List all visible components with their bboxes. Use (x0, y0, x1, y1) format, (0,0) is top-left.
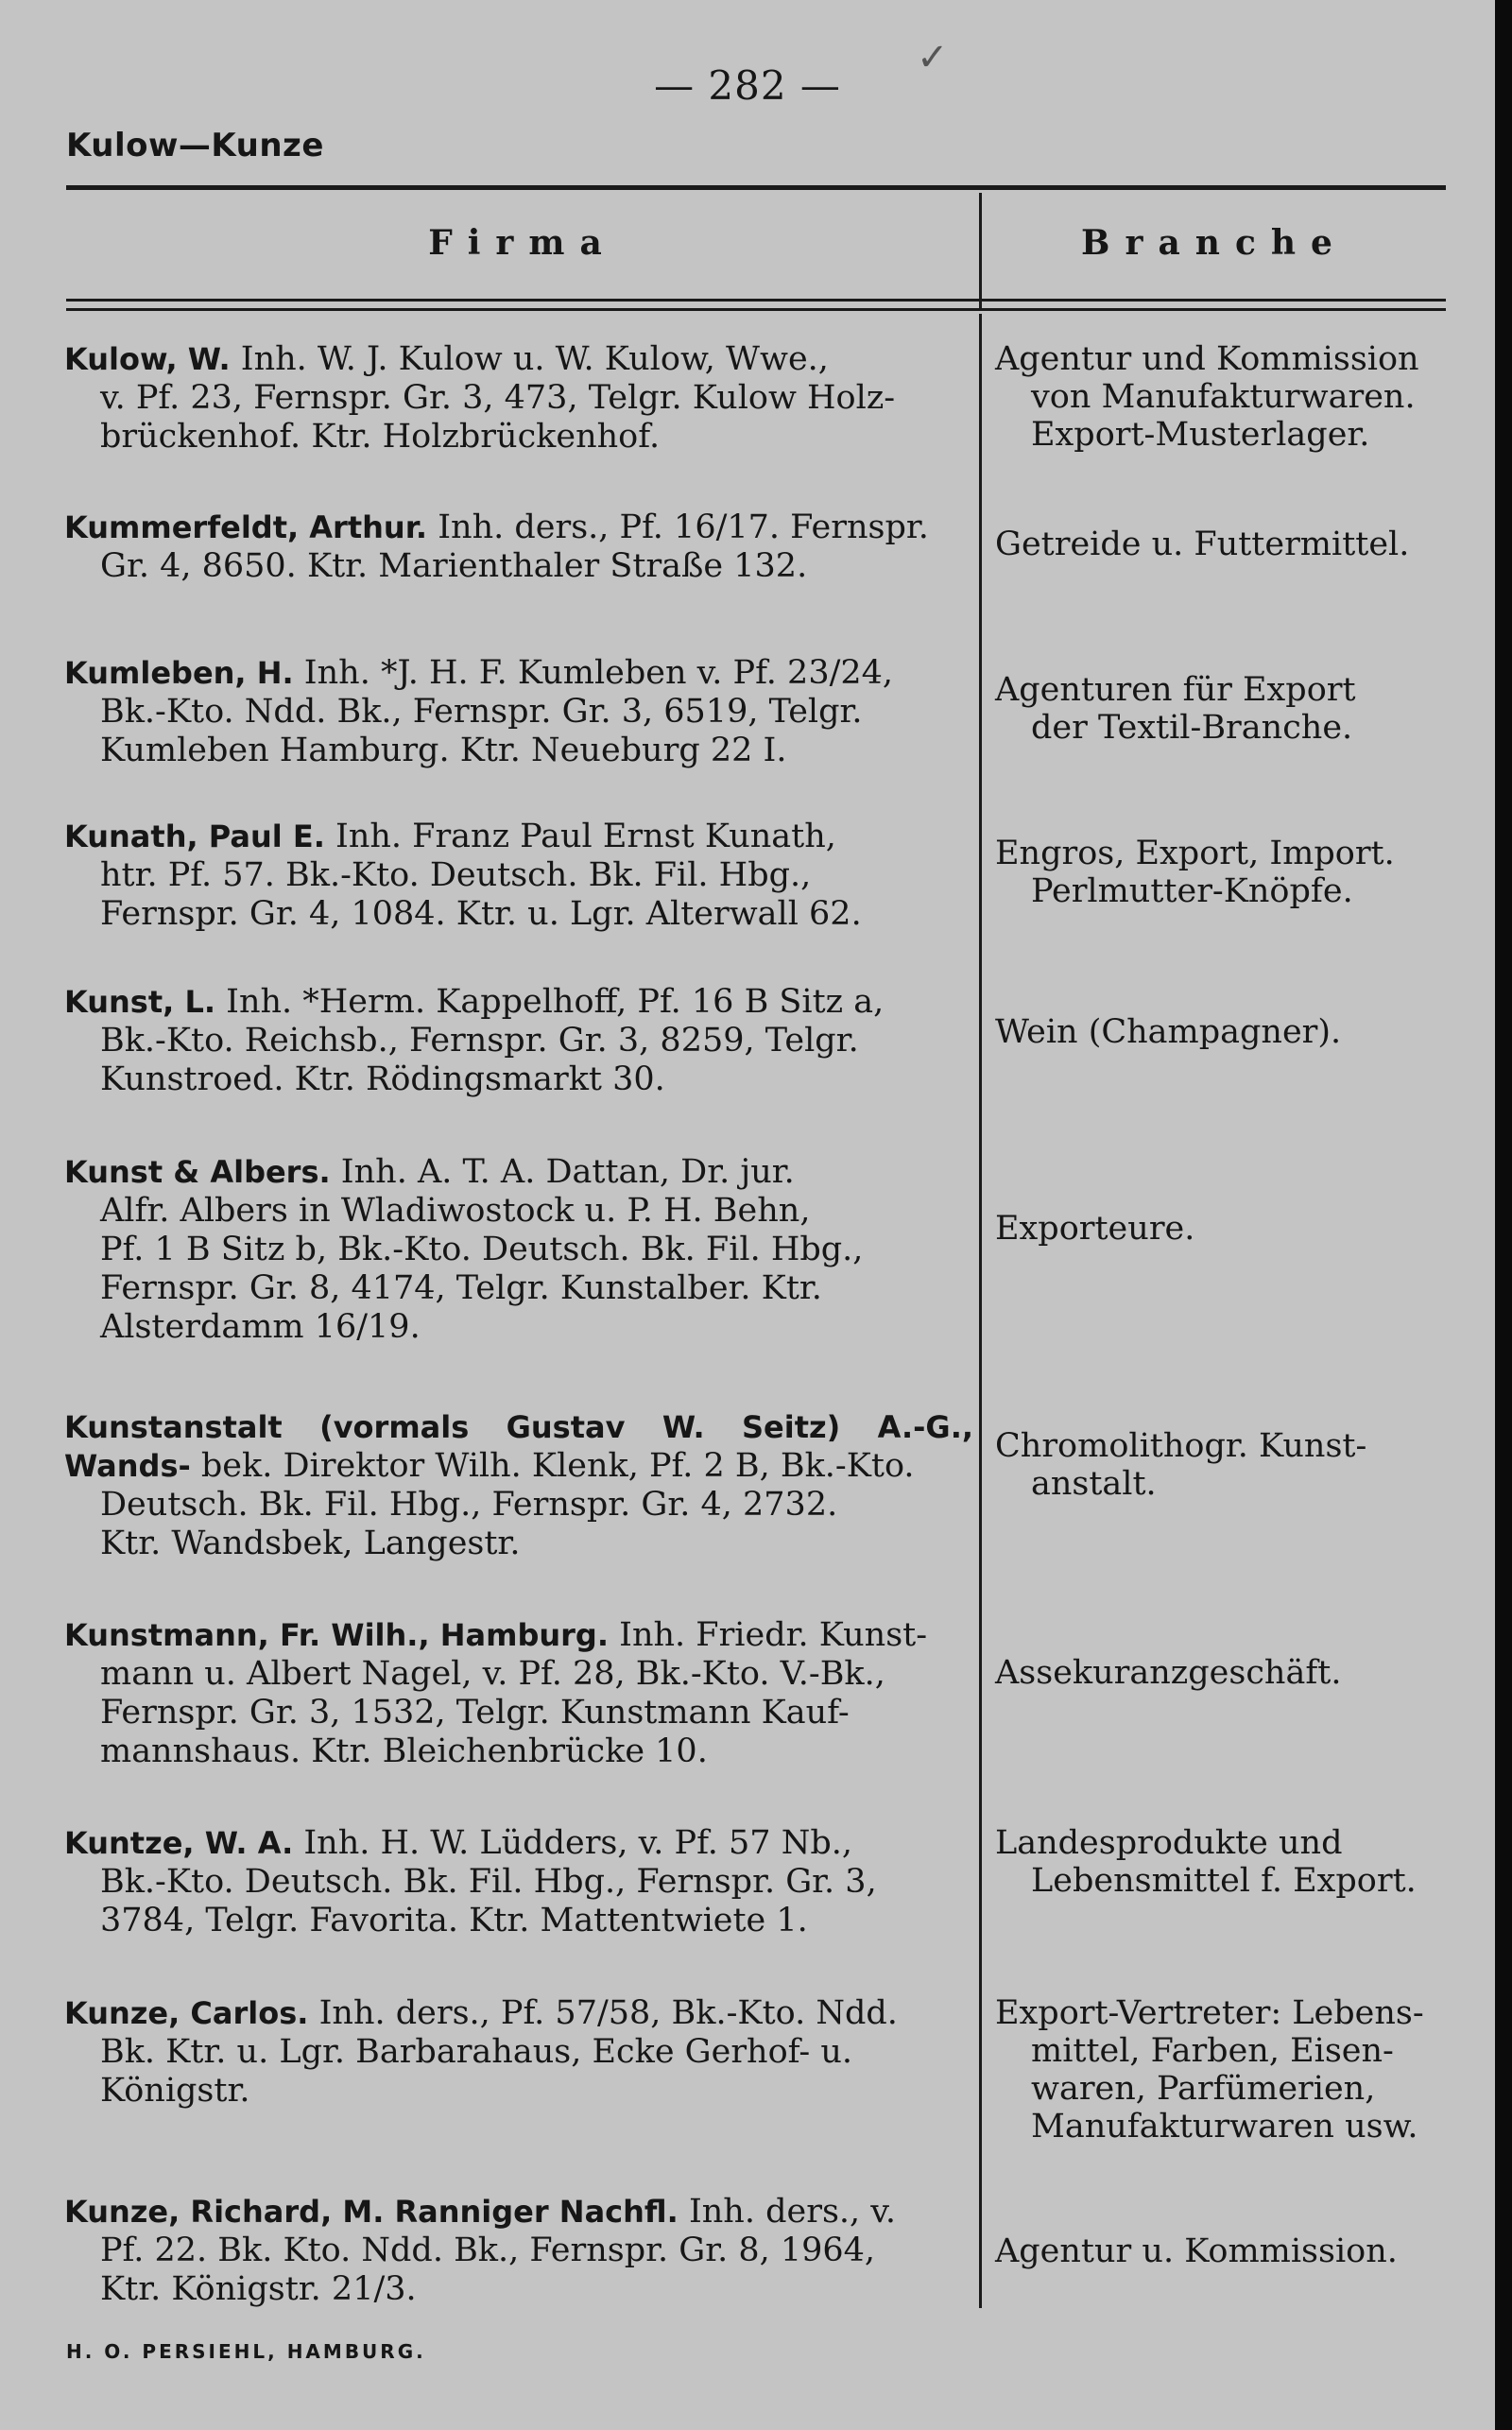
entry-name: Kunze, Carlos. (64, 1995, 309, 2031)
entry-branche (995, 1427, 1453, 1503)
entry-firma (64, 1824, 973, 1940)
entry-detail-line: bek. Direktor Wilh. Klenk, Pf. 2 B, Bk.-Kto. (200, 1447, 915, 1485)
entry-detail-line: v. Pf. 23, Fernspr. Gr. 3, 473, Telgr. Kulow Holz- (100, 379, 896, 417)
running-head: Kulow—Kunze (66, 127, 324, 164)
column-divider-header (979, 193, 982, 308)
entry-detail-line: Fernspr. Gr. 8, 4174, Telgr. Kunstalber. Ktr. (100, 1269, 822, 1307)
branche-line: anstalt. (1031, 1465, 1157, 1503)
entry-name: Kunath, Paul E. (64, 819, 325, 854)
entry-detail-line: htr. Pf. 57. Bk.-Kto. Deutsch. Bk. Fil. Hbg., (100, 856, 812, 894)
entry-detail-line: Alfr. Albers in Wladiwostock u. P. H. Behn, (100, 1192, 811, 1230)
column-divider (979, 314, 982, 2308)
entry-detail-line: Kunstroed. Ktr. Rödingsmarkt 30. (100, 1060, 665, 1098)
entry-detail-line: Bk.-Kto. Ndd. Bk., Fernspr. Gr. 3, 6519, Telgr. (100, 693, 863, 731)
entry-detail-line: Inh. Franz Paul Ernst Kunath, (335, 818, 836, 855)
entry-detail-line: Ktr. Königstr. 21/3. (100, 2270, 417, 2308)
branche-line: Getreide u. Futtermittel. (995, 526, 1410, 563)
entry-detail-line: Fernspr. Gr. 3, 1532, Telgr. Kunstmann Kauf- (100, 1694, 850, 1732)
entry-name: Kunst & Albers. (64, 1154, 331, 1190)
entry-detail-line: Bk.-Kto. Deutsch. Bk. Fil. Hbg., Fernspr. Gr. 3, (100, 1863, 877, 1901)
entry-branche (995, 671, 1453, 747)
branche-line: Engros, Export, Import. (995, 835, 1395, 872)
entry-name: Kulow, W. (64, 341, 231, 377)
entry-detail-line: Pf. 1 B Sitz b, Bk.-Kto. Deutsch. Bk. Fil. Hbg., (100, 1231, 864, 1268)
entry-firma (64, 1616, 973, 1771)
entry-detail-line: Inh. W. J. Kulow u. W. Kulow, Wwe., (240, 340, 829, 378)
entry-firma (64, 1408, 973, 1563)
entry-detail-line: Inh. H. W. Lüdders, v. Pf. 57 Nb., (303, 1824, 852, 1862)
entry-branche (995, 526, 1453, 563)
page-number: — 282 — (654, 62, 841, 109)
entry-branche (995, 340, 1453, 454)
branche-line: Lebensmittel f. Export. (1031, 1862, 1417, 1900)
branche-line: Export-Vertreter: Lebens- (995, 1994, 1424, 2032)
entry-detail-line: Inh. *Herm. Kappelhoff, Pf. 16 B Sitz a, (226, 983, 885, 1021)
margin-mark: ✓ (917, 36, 949, 79)
entry-detail-line: Inh. ders., Pf. 16/17. Fernspr. (438, 508, 929, 546)
top-rule (66, 185, 1446, 190)
entry-branche (995, 835, 1453, 910)
entry-name: Kumleben, H. (64, 655, 294, 691)
branche-line: mittel, Farben, Eisen- (1031, 2032, 1394, 2070)
entry-detail-line: Alsterdamm 16/19. (100, 1308, 421, 1346)
branche-line: Wein (Champagner). (995, 1013, 1342, 1051)
entry-detail-line: mann u. Albert Nagel, v. Pf. 28, Bk.-Kto. V.-Bk., (100, 1655, 885, 1693)
entry-detail-line: Königstr. (100, 2072, 250, 2110)
header-rule-lower (66, 308, 1446, 311)
entry-detail-line: mannshaus. Ktr. Bleichenbrücke 10. (100, 1732, 708, 1770)
entry-detail-line: Bk.-Kto. Reichsb., Fernspr. Gr. 3, 8259, Telgr. (100, 1022, 859, 1060)
entry-firma (64, 1994, 973, 2111)
branche-line: Exporteure. (995, 1210, 1195, 1248)
branche-line: der Textil-Branche. (1031, 709, 1353, 747)
entry-detail-line: 3784, Telgr. Favorita. Ktr. Mattentwiete 1. (100, 1902, 808, 1939)
entry-name: Kunstanstalt (vormals Gustav W. Seitz) A.-G., Wands- (64, 1409, 973, 1484)
entry-branche (995, 2232, 1453, 2270)
branche-line: Agentur und Kommission (995, 340, 1419, 378)
entry-branche (995, 1013, 1453, 1051)
entry-detail-line: Bk. Ktr. u. Lgr. Barbarahaus, Ecke Gerhof- u. (100, 2033, 852, 2071)
entry-firma (64, 340, 973, 457)
branche-line: von Manufakturwaren. (1031, 378, 1416, 416)
entry-branche (995, 1994, 1453, 2146)
branche-line: Agenturen für Export (995, 671, 1356, 709)
entry-firma (64, 654, 973, 770)
entry-name: Kuntze, W. A. (64, 1825, 294, 1861)
entry-detail-line: Kumleben Hamburg. Ktr. Neueburg 22 I. (100, 732, 787, 769)
printer-imprint: H. O. PERSIEHL, HAMBURG. (66, 2340, 426, 2363)
branche-line: Landesprodukte und (995, 1824, 1343, 1862)
branche-line: Perlmutter-Knöpfe. (1031, 872, 1353, 910)
entry-firma (64, 508, 973, 586)
entry-firma (64, 983, 973, 1099)
entry-detail-line: Gr. 4, 8650. Ktr. Marienthaler Straße 132. (100, 547, 808, 585)
column-header-branche: Branche (1081, 223, 1348, 263)
entry-firma (64, 1153, 973, 1347)
branche-line: Chromolithogr. Kunst- (995, 1427, 1367, 1465)
entry-branche (995, 1210, 1453, 1248)
entry-name: Kunstmann, Fr. Wilh., Hamburg. (64, 1617, 609, 1653)
entry-detail-line: Inh. Friedr. Kunst- (619, 1616, 928, 1654)
entry-name: Kunze, Richard, M. Ranniger Nachfl. (64, 2194, 679, 2230)
entry-branche (995, 1824, 1453, 1900)
entry-detail-line: Inh. *J. H. F. Kumleben v. Pf. 23/24, (303, 654, 894, 692)
entry-detail-line: Ktr. Wandsbek, Langestr. (100, 1525, 521, 1562)
entry-detail-line: Pf. 22. Bk. Kto. Ndd. Bk., Fernspr. Gr. 8, 1964, (100, 2232, 876, 2269)
column-header-firma: Firma (428, 223, 617, 263)
branche-line: Assekuranzgeschäft. (995, 1654, 1342, 1692)
entry-name: Kunst, L. (64, 984, 215, 1020)
branche-line: waren, Parfümerien, (1031, 2070, 1376, 2108)
branche-line: Manufakturwaren usw. (1031, 2108, 1418, 2146)
entry-detail-line: Fernspr. Gr. 4, 1084. Ktr. u. Lgr. Alterwall 62. (100, 895, 862, 933)
branche-line: Export-Musterlager. (1031, 416, 1370, 454)
entry-firma (64, 818, 973, 934)
entry-firma (64, 2193, 973, 2309)
entry-detail-line: Inh. ders., Pf. 57/58, Bk.-Kto. Ndd. (318, 1994, 898, 2032)
entry-detail-line: Inh. A. T. A. Dattan, Dr. jur. (340, 1153, 795, 1191)
entry-detail-line: brückenhof. Ktr. Holzbrückenhof. (100, 418, 661, 456)
entry-detail-line: Inh. ders., v. (688, 2193, 897, 2231)
header-rule-upper (66, 299, 1446, 302)
entry-detail-line: Deutsch. Bk. Fil. Hbg., Fernspr. Gr. 4, 2732. (100, 1486, 838, 1524)
entry-branche (995, 1654, 1453, 1692)
branche-line: Agentur u. Kommission. (995, 2232, 1398, 2270)
entry-name: Kummerfeldt, Arthur. (64, 509, 428, 545)
